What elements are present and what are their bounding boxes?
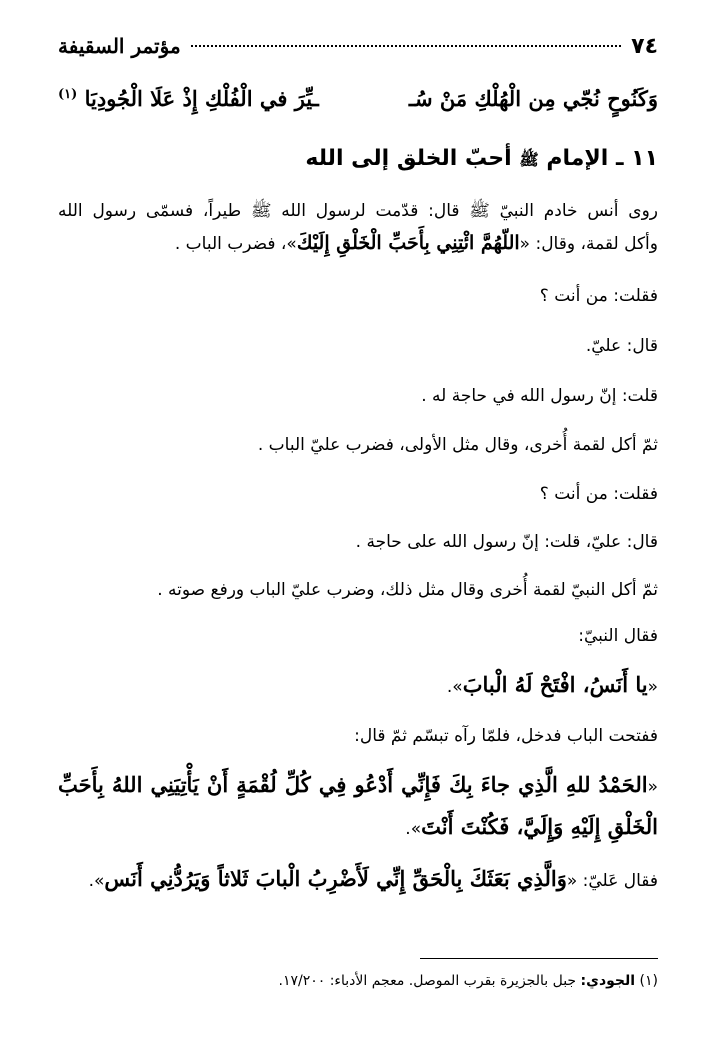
poem-verse bbox=[58, 86, 658, 111]
prophetic-quote: الحَمْدُ للهِ الَّذِي جاءَ بِكَ فَإِنِّي أَدْعُو فِي كُلِّ لُقْمَةٍ أَنْ يَأْتِيَنِي اللهُ بِأَحَبِّ bbox=[58, 772, 648, 797]
dialogue-line: قال: عليّ، قلت: إنّ رسول الله على حاجة . bbox=[355, 532, 658, 552]
prophetic-quote: الْخَلْقِ إِلَيْهِ وَإِلَيَّ، فَكُنْتَ أَنْتَ bbox=[421, 814, 658, 839]
quote-open: « bbox=[647, 777, 658, 797]
honorific-glyph: ﷺ bbox=[519, 150, 539, 169]
dialogue-line: قلت: إنّ رسول الله في حاجة له . bbox=[421, 386, 658, 406]
section-heading-end: أحبّ الخلق إلى الله bbox=[305, 146, 512, 171]
footnote-text: جبل بالجزيرة بقرب الموصل. معجم الأدباء: ١٧/٢٠٠. bbox=[278, 973, 577, 989]
text-run: وأكل لقمة، وقال: « bbox=[519, 234, 658, 254]
quote-line bbox=[58, 866, 658, 891]
quote-open: « bbox=[647, 677, 658, 697]
dialogue-line: ثمّ أكل لقمة أُخرى، وقال مثل الأولى، فضرب عليّ الباب . bbox=[257, 435, 658, 455]
header-dot-leader bbox=[191, 45, 621, 47]
prophetic-quote: اللّهُمَّ ائْتِنِي بِأَحَبِّ الْخَلْقِ إِلَيْكَ bbox=[296, 232, 520, 254]
section-heading bbox=[58, 146, 658, 173]
poem-right-hemistich: وَكَنُوحٍ نُجّي مِن الْهُلْكِ مَنْ سُـ bbox=[408, 86, 658, 111]
dialogue-line: فقلت: من أنت ؟ bbox=[539, 484, 658, 504]
dialogue-line: ثمّ أكل النبيّ لقمة أُخرى وقال مثل ذلك، وضرب عليّ الباب ورفع صوته . bbox=[157, 580, 658, 600]
running-head bbox=[58, 28, 658, 64]
section-heading-start: ١١ ـ الإمام bbox=[546, 146, 658, 171]
quote-close: ». bbox=[405, 819, 422, 839]
paragraph-line bbox=[58, 232, 658, 254]
quote-close: ». bbox=[446, 677, 463, 697]
quote-line bbox=[58, 772, 658, 797]
prophetic-quote: يا أَنَسُ، افْتَحْ لَهُ الْبابَ bbox=[462, 672, 648, 697]
footnote-reference[interactable]: (١) bbox=[58, 87, 78, 102]
poem-left-hemistich-wrap bbox=[58, 86, 319, 111]
footnote-term: الجودي: bbox=[580, 973, 636, 989]
dialogue-line: فقلت: من أنت ؟ bbox=[539, 286, 658, 306]
ali-quote: وَالَّذِي بَعَثَكَ بِالْحَقِّ إِنِّي لَأَضْرِبُ الْبابَ ثَلاثاً وَيَرُدُّنِي أَنَس bbox=[104, 866, 567, 891]
dialogue-line: فقال النبيّ: bbox=[578, 626, 658, 646]
footnote bbox=[58, 973, 658, 989]
page-number: ٧٤ bbox=[631, 33, 658, 59]
quote-line bbox=[58, 672, 658, 697]
poem-left-hemistich: ـيِّرَ في الْفُلْكِ إِذْ عَلَا الْجُودِيَا bbox=[84, 86, 319, 111]
dialogue-line: ففتحت الباب فدخل، فلمّا رآه تبسّم ثمّ قال: bbox=[354, 726, 658, 746]
footnote-separator bbox=[420, 958, 658, 959]
quote-line bbox=[58, 814, 658, 839]
footnote-number: (١) bbox=[639, 973, 658, 989]
book-title: مؤتمر السقيفة bbox=[58, 34, 181, 58]
text-run: »، فضرب الباب . bbox=[174, 234, 297, 254]
dialogue-line: قال: عليّ. bbox=[585, 336, 658, 356]
paragraph-line: روى أنس خادم النبيّ ﷺ قال: قدّمت لرسول الله ﷺ طيراً، فسمّى رسول الله bbox=[58, 201, 658, 221]
text-run: ». bbox=[88, 871, 105, 891]
text-run: فقال عَليّ: « bbox=[566, 871, 658, 891]
book-page bbox=[58, 28, 658, 1028]
